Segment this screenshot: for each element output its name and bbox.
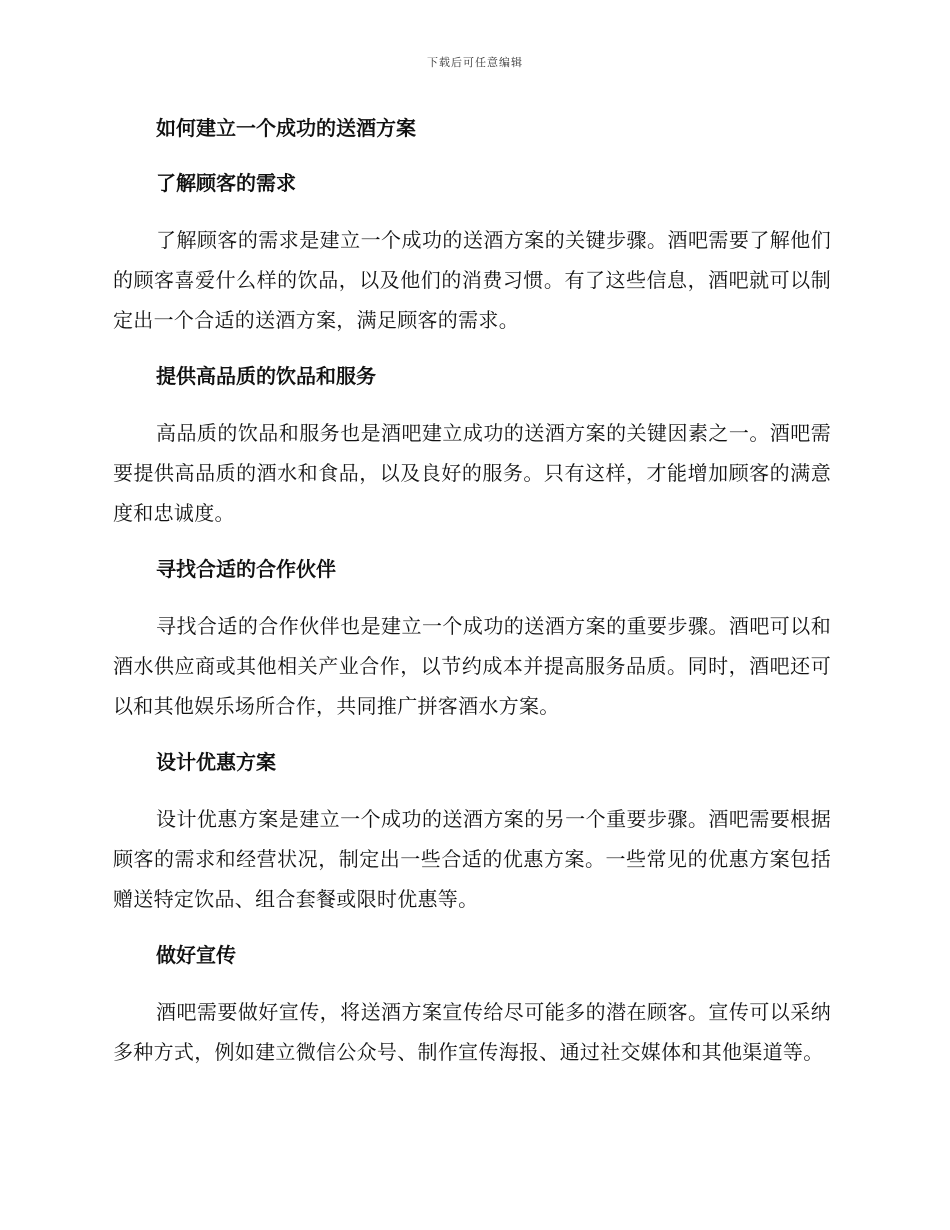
section-body: 酒吧需要做好宣传，将送酒方案宣传给尽可能多的潜在顾客。宣传可以采纳多种方式，例如建立微信公众号、制作宣传海报、通过社交媒体和其他渠道等。 bbox=[113, 1000, 831, 1064]
section-body: 高品质的饮品和服务也是酒吧建立成功的送酒方案的关键因素之一。酒吧需要提供高品质的酒水和食品，以及良好的服务。只有这样，才能增加顾客的满意度和忠诚度。 bbox=[113, 421, 831, 525]
section-marketing bbox=[113, 937, 831, 1072]
document-content bbox=[113, 110, 831, 1090]
section-quality-service bbox=[113, 358, 831, 533]
section-body: 设计优惠方案是建立一个成功的送酒方案的另一个重要步骤。酒吧需要根据顾客的需求和经营状况，制定出一些合适的优惠方案。一些常见的优惠方案包括赠送特定饮品、组合套餐或限时优惠等。 bbox=[113, 807, 831, 911]
document-title: 如何建立一个成功的送酒方案 bbox=[156, 116, 416, 140]
section-heading: 设计优惠方案 bbox=[156, 750, 276, 774]
section-body: 寻找合适的合作伙伴也是建立一个成功的送酒方案的重要步骤。酒吧可以和酒水供应商或其他相关产业合作，以节约成本并提高服务品质。同时，酒吧还可以和其他娱乐场所合作，共同推广拼客酒水方案。 bbox=[113, 614, 831, 718]
section-body: 了解顾客的需求是建立一个成功的送酒方案的关键步骤。酒吧需要了解他们的顾客喜爱什么样的饮品，以及他们的消费习惯。有了这些信息，酒吧就可以制定出一个合适的送酒方案，满足顾客的需求。 bbox=[113, 228, 831, 332]
section-heading: 做好宣传 bbox=[156, 943, 236, 967]
section-heading: 了解顾客的需求 bbox=[156, 171, 296, 195]
section-partners bbox=[113, 551, 831, 726]
section-heading: 提供高品质的饮品和服务 bbox=[156, 364, 376, 388]
section-understand-needs bbox=[113, 165, 831, 340]
section-promotions bbox=[113, 744, 831, 919]
section-heading: 寻找合适的合作伙伴 bbox=[156, 557, 336, 581]
header-note: 下载后可任意编辑 bbox=[427, 56, 523, 69]
